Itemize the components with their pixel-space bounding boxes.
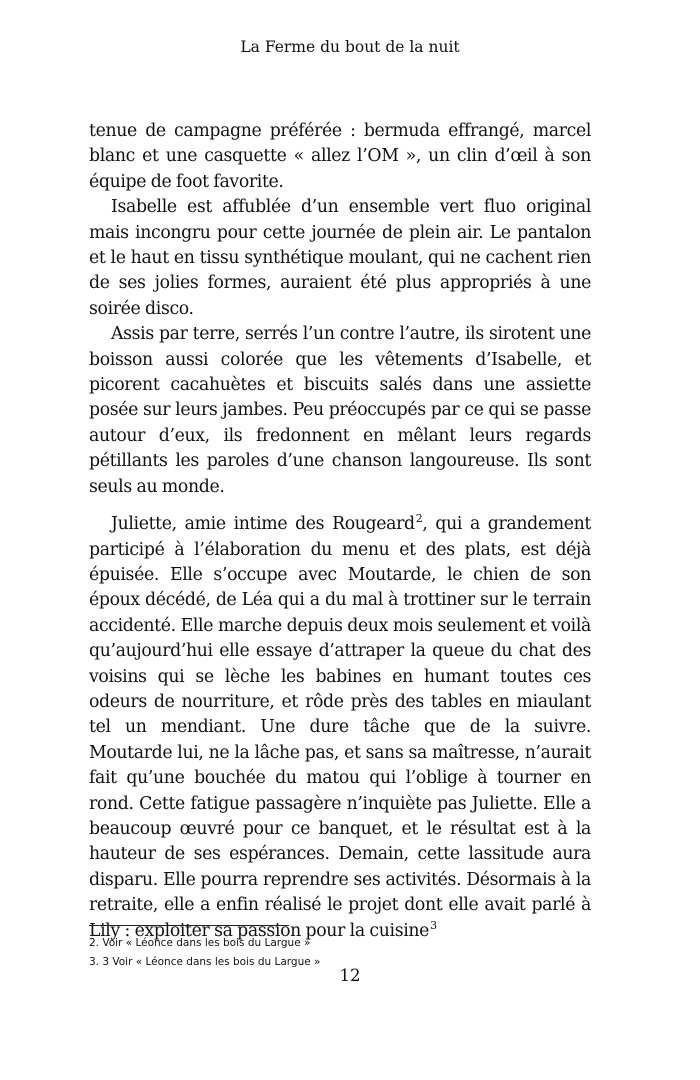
page-number: 12	[339, 966, 361, 985]
body-text	[89, 119, 591, 944]
footnote-2: 2. Voir « Léonce dans les bois du Largue »	[89, 937, 311, 949]
paragraph-4-text-start: Juliette, amie intime des Rougeard	[111, 514, 415, 535]
footnote-ref-2[interactable]: 2	[415, 512, 423, 526]
running-head: La Ferme du bout de la nuit	[240, 38, 460, 56]
paragraph-4	[89, 512, 591, 944]
paragraph-3: Assis par terre, serrés l’un contre l’autre, ils sirotent une boisson aussi colorée que les vêtements d’Isabelle, et picorent cacahuètes et biscuits salés dans une assiette posée sur leurs jambes. Peu préoccupés par ce qui se passe autour d’eux, ils fredonnent en mêlant leurs regards pétillants les paroles d’une chanson langoureuse. Ils sont seuls au monde.	[89, 324, 591, 497]
paragraph-2: Isabelle est affublée d’un ensemble vert fluo original mais incongru pour cette journée de plein air. Le pantalon et le haut en tissu synthétique moulant, qui ne cachent rien de ses jolies formes, auraient été plus appropriés à une soirée disco.	[89, 197, 591, 319]
paragraph-1: tenue de campagne préférée : bermuda effrangé, marcel blanc et une casquette « allez l’OM », un clin d’œil à son équipe de foot favorite.	[89, 121, 591, 192]
footnote-3: 3. 3 Voir « Léonce dans les bois du Largue »	[89, 955, 321, 968]
paragraph-4-text-rest: , qui a grandement participé à l’élaboration du menu et des plats, est déjà épuisée. Elle s’occupe avec Moutarde, le chien de son époux décédé, de Léa qui a du mal à trottiner sur le terrain accidenté. Elle marche depuis deux mois seulement et voilà qu’aujourd’hui elle essaye d’attraper la queue du chat des voisins qui se lèche les babines en humant toutes ces odeurs de nourriture, et rôde près des tables en miaulant tel un mendiant. Une dure tâche que de la suivre. Moutarde lui, ne la lâche pas, et sans sa maîtresse, n’aurait fait qu’une bouchée du matou qui l’oblige à tourner en rond. Cette fatigue passagère n’inquiète pas Juliette. Elle a beaucoup œuvré pour ce banquet, et le résultat est à la hauteur de ses espérances. Demain, cette lassitude aura disparu. Elle pourra reprendre ses activités. Désormais à la retraite, elle a enfin réalisé le projet dont elle avait parlé à Lily : exploiter sa passion pour la cuisine	[89, 514, 591, 941]
footnote-separator	[89, 925, 289, 926]
footnote-ref-3[interactable]: 3	[430, 918, 437, 932]
